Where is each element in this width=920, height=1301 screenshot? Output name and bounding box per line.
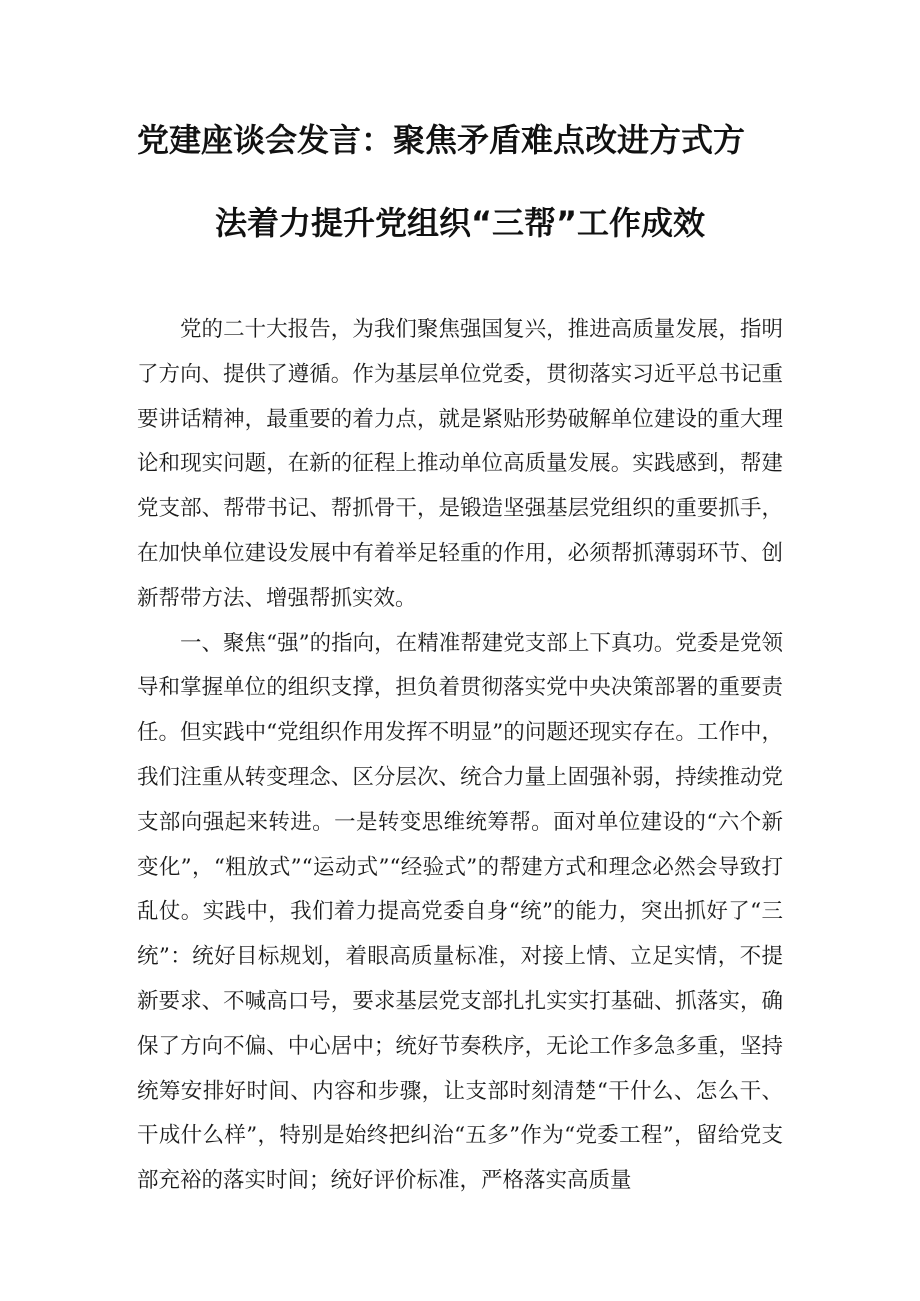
paragraph-intro: 党的二十大报告，为我们聚焦强国复兴，推进高质量发展，指明了方向、提供了遵循。作为基层单位党委，贯彻落实习近平总书记重要讲话精神，最重要的着力点，就是紧贴形势破解单位建设的重大理论和现实问题，在新的征程上推动单位高质量发展。实践感到，帮建党支部、帮带书记、帮抓骨干，是锻造坚强基层党组织的重要抓手，在加快单位建设发展中有着举足轻重的作用，必须帮抓薄弱环节、创新帮带方法、增强帮抓实效。 (137, 317, 783, 611)
paragraph-section-1: 一、聚焦“强”的指向，在精准帮建党支部上下真功。党委是党领导和掌握单位的组织支撑，担负着贯彻落实党中央决策部署的重要责任。但实践中“党组织作用发挥不明显”的问题还现实存在。工作中，我们注重从转变理念、区分层次、统合力量上固强补弱，持续推动党支部向强起来转进。一是转变思维统筹帮。面对单位建设的“六个新变化”，“粗放式”“运动式”“经验式”的帮建方式和理念必然会导致打乱仗。实践中，我们着力提高党委自身“统”的能力，突出抓好了“三统”：统好目标规划，着眼高质量标准，对接上情、立足实情，不提新要求、不喊高口号，要求基层党支部扎扎实实打基础、抓落实，确保了方向不偏、中心居中；统好节奏秩序，无论工作多急多重，坚持统筹安排好时间、内容和步骤，让支部时刻清楚“干什么、怎么干、干成什么样”，特别是始终把纠治“五多”作为“党委工程”，留给党支部充裕的落实时间；统好评价标准，严格落实高质量 (137, 630, 783, 1194)
document-title-line-1: 党建座谈会发言：聚焦矛盾难点改进方式方 (137, 121, 746, 159)
document-title-line-2: 法着力提升党组织“三帮”工作成效 (214, 204, 706, 242)
document-body (137, 308, 783, 1204)
